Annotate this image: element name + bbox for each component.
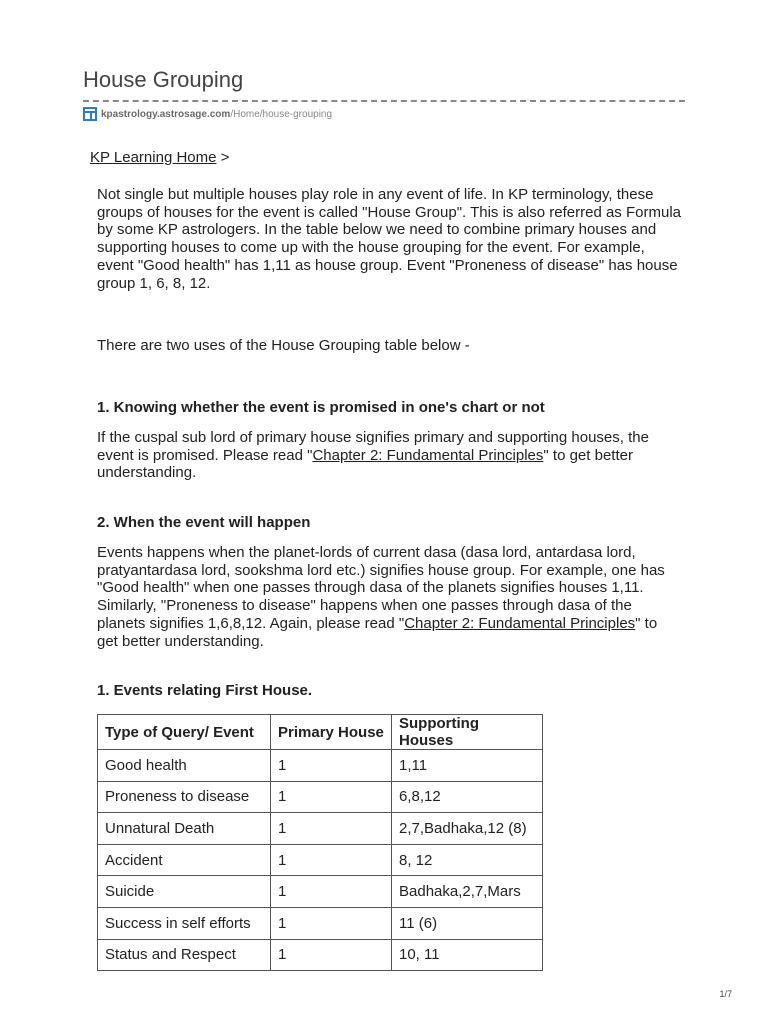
primary-house-cell: 1 [271, 844, 392, 876]
primary-house-cell: 1 [271, 876, 392, 908]
table-row [98, 781, 543, 813]
event-cell: Suicide [98, 876, 271, 908]
event-cell: Proneness to disease [98, 781, 271, 813]
use1-body [97, 429, 682, 482]
breadcrumb-separator: > [220, 149, 230, 166]
intro-paragraph: Not single but multiple houses play role in any event of life. In KP terminology, these groups of houses for the event is called "House Group". This is also referred as Formula by some KP astrologers. In the table below we need to combine primary houses and supporting houses to come up with the house grouping for the event. For example, event "Good health" has 1,11 as house group. Event "Proneness of disease" has house group 1, 6, 8, 12. [97, 186, 681, 292]
use1-section [97, 399, 682, 417]
supporting-houses-cell: 11 (6) [392, 907, 543, 939]
intro-section [97, 186, 682, 292]
table-row [98, 876, 543, 908]
page-title: House Grouping [83, 67, 244, 92]
use2-section [97, 514, 682, 532]
use1-text: If the cuspal sub lord of primary house signifies primary and supporting houses, the event is promised. Please read "Chapter 2: Fundamental Principles" to get better understanding. [97, 429, 649, 482]
table-row [98, 907, 543, 939]
event-cell: Good health [98, 750, 271, 782]
table-row [98, 939, 543, 971]
use2-text: Events happens when the planet-lords of current dasa (dasa lord, antardasa lord, pratyantardasa lord, sookshma lord etc.) signifies house group. For example, one has "Good health" when one passes through dasa of the planets signifies houses 1,11. Similarly, "Proneness to disease" happens when one passes through dasa of the planets signifies 1,6,8,12. Again, please read "Chapter 2: Fundamental Principles" to get better understanding. [97, 544, 665, 650]
dashed-divider [83, 100, 685, 102]
event-cell: Status and Respect [98, 939, 271, 971]
table-header-row [98, 715, 543, 750]
source-path: /Home/house-grouping [230, 108, 333, 120]
column-header: Supporting Houses [392, 715, 543, 750]
chapter2-link[interactable]: Chapter 2: Fundamental Principles [312, 446, 544, 464]
house-grouping-table [97, 714, 543, 971]
page-number: 1/7 [719, 989, 732, 999]
event-cell: Success in self efforts [98, 907, 271, 939]
section1-heading: 1. Events relating First House. [97, 682, 313, 699]
section1 [97, 682, 682, 700]
table-row [98, 844, 543, 876]
supporting-houses-cell: Badhaka,2,7,Mars [392, 876, 543, 908]
kp-learning-home-link[interactable]: KP Learning Home [90, 149, 217, 166]
event-cell: Unnatural Death [98, 813, 271, 845]
supporting-houses-cell: 6,8,12 [392, 781, 543, 813]
supporting-houses-cell: 10, 11 [392, 939, 543, 971]
chapter2-link[interactable]: Chapter 2: Fundamental Principles [404, 614, 636, 632]
column-header: Primary House [271, 715, 392, 750]
supporting-houses-cell: 2,7,Badhaka,12 (8) [392, 813, 543, 845]
source-url[interactable] [83, 106, 332, 122]
supporting-houses-cell: 1,11 [392, 750, 543, 782]
web-page-icon [83, 107, 97, 121]
source-domain: kpastrology.astrosage.com [101, 108, 231, 120]
uses-intro-text: There are two uses of the House Grouping table below - [97, 337, 470, 354]
primary-house-cell: 1 [271, 939, 392, 971]
table-row [98, 813, 543, 845]
use1-heading: 1. Knowing whether the event is promised in one's chart or not [97, 399, 545, 416]
uses-intro [97, 337, 682, 355]
table-row [98, 750, 543, 782]
use2-heading: 2. When the event will happen [97, 514, 311, 531]
primary-house-cell: 1 [271, 781, 392, 813]
primary-house-cell: 1 [271, 813, 392, 845]
breadcrumb [90, 149, 229, 166]
primary-house-cell: 1 [271, 750, 392, 782]
supporting-houses-cell: 8, 12 [392, 844, 543, 876]
event-cell: Accident [98, 844, 271, 876]
use2-body [97, 544, 682, 650]
primary-house-cell: 1 [271, 907, 392, 939]
column-header: Type of Query/ Event [98, 715, 271, 750]
